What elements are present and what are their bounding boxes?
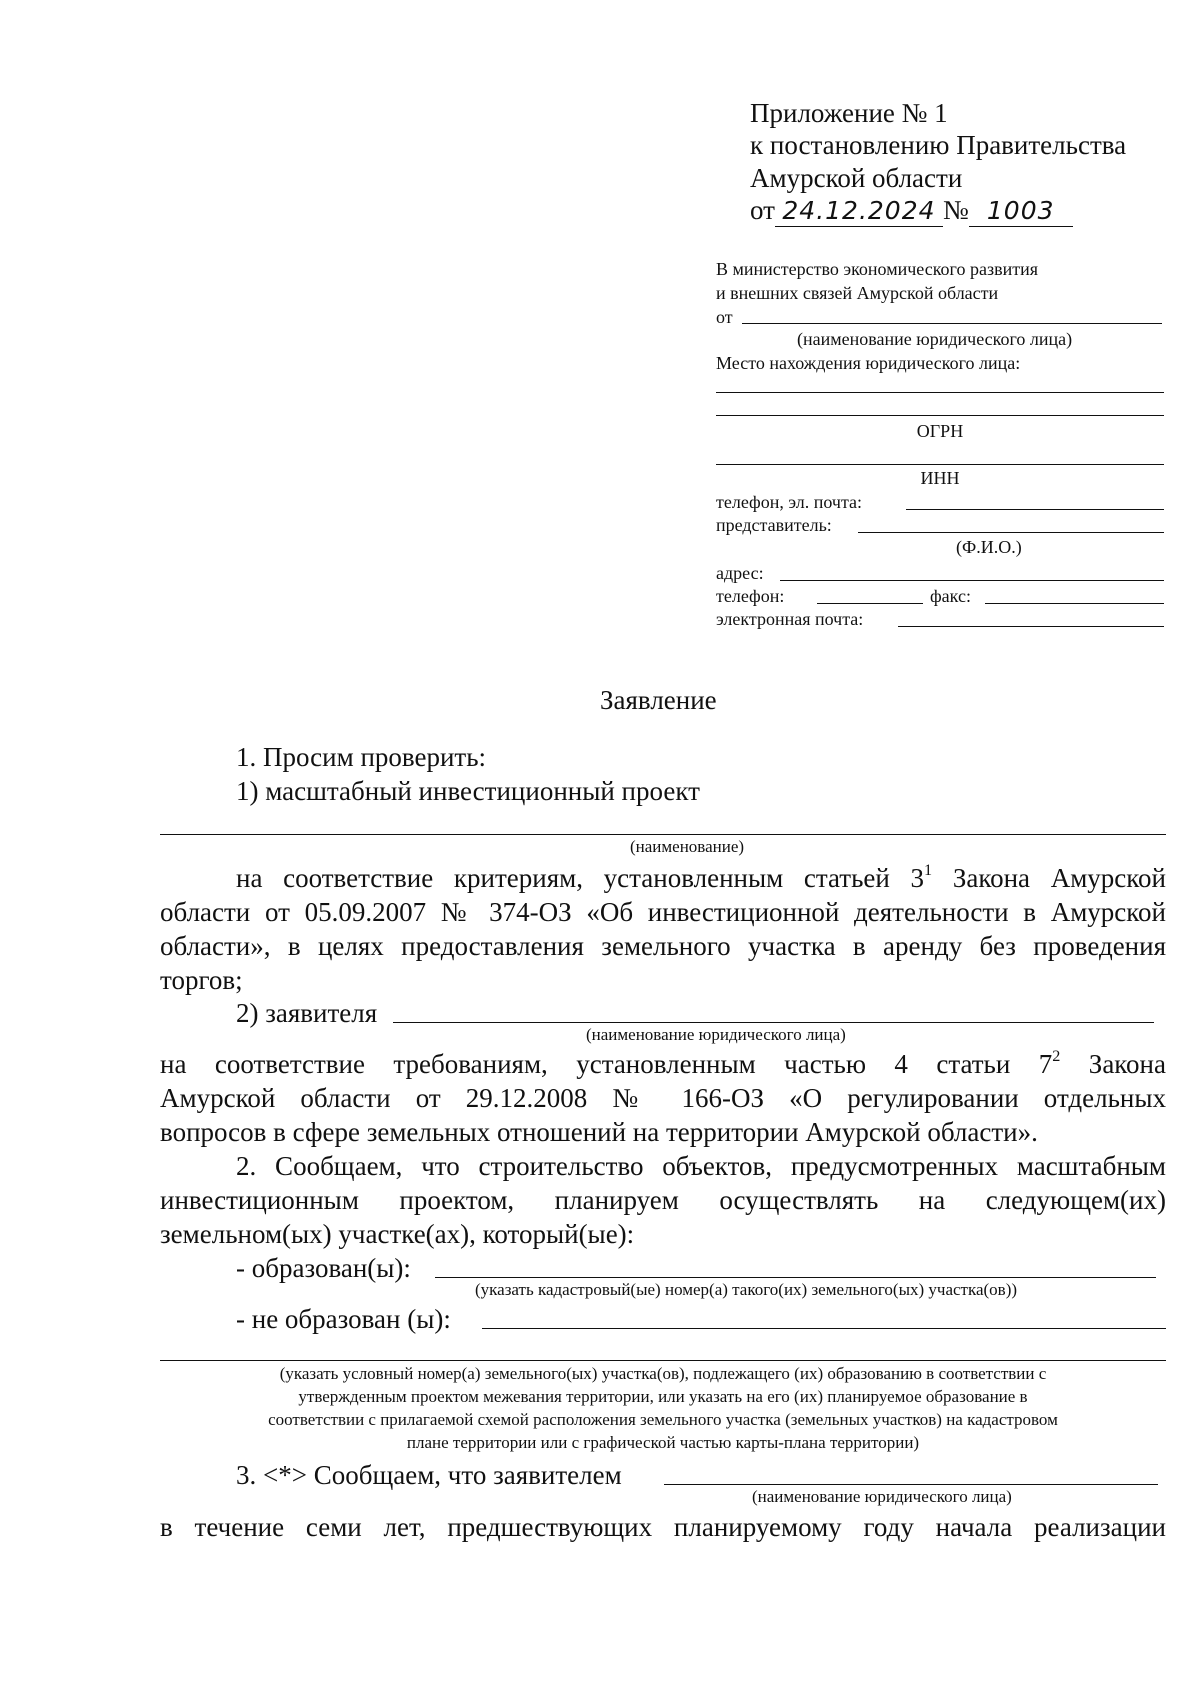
section-3-last-line: в течение семи лет, предшествующих планируемому году начала реализации — [160, 1512, 1166, 1542]
section-3-caption: (наименование юридического лица) — [752, 1487, 1012, 1506]
criteria-text-b: Закона Амурской — [952, 863, 1166, 893]
appendix-line-1: Приложение № 1 — [750, 98, 948, 128]
address-field[interactable] — [780, 580, 1164, 581]
email-field[interactable] — [898, 626, 1164, 627]
not-formed-caption-3: соответствии с прилагаемой схемой расположения земельного участка (земельных участков) на кадастровом — [268, 1410, 1058, 1429]
applicant-name-caption: (наименование юридического лица) — [586, 1025, 846, 1044]
criteria-superscript: 1 — [924, 860, 933, 879]
from-field[interactable] — [742, 323, 1162, 324]
section-1-item-2: 2) заявителя — [236, 998, 378, 1028]
not-formed-caption-4: плане территории или с графической частью карты-плана территории) — [406, 1433, 920, 1452]
addressee-line-2: и внешних связей Амурской области — [716, 283, 999, 303]
project-name-caption: (наименование) — [630, 837, 745, 856]
applicant-name-field[interactable] — [393, 1022, 1154, 1023]
requirements-text-b: Закона — [1088, 1049, 1166, 1079]
not-formed-caption-1: (указать условный номер(а) земельного(ых) участка(ов), подлежащего (их) образованию в соответствии с — [279, 1364, 1047, 1383]
not-formed-field[interactable] — [482, 1328, 1166, 1329]
not-formed-label: - не образован (ы): — [236, 1304, 451, 1334]
project-name-field[interactable] — [160, 834, 1166, 835]
section-2-line-2: инвестиционным проектом, планируем осуществлять на следующем(их) — [160, 1185, 1166, 1215]
requirements-text-a: на соответствие требованиям, установленным частью 4 статьи 7 — [160, 1049, 1053, 1079]
criteria-line-2: области от 05.09.2007 № 374-ОЗ «Об инвестиционной деятельности в Амурской — [160, 897, 1166, 927]
number-sign: № — [942, 195, 969, 225]
appendix-line-2: к постановлению Правительства — [750, 130, 1127, 160]
location-field-1[interactable] — [716, 392, 1164, 393]
criteria-line-3: области», в целях предоставления земельного участка в аренду без проведения — [160, 931, 1166, 961]
ogrn-field[interactable] — [716, 464, 1164, 465]
section-1-item-1: 1) масштабный инвестиционный проект — [236, 776, 700, 806]
legal-entity-caption: (наименование юридического лица) — [797, 329, 1073, 349]
fax-field[interactable] — [985, 603, 1164, 604]
requirements-line-1 — [160, 1047, 1166, 1081]
criteria-line-1 — [236, 861, 1166, 895]
phone-email-field[interactable] — [906, 509, 1164, 510]
section-2-line-3: земельном(ых) участке(ах), который(ые): — [160, 1219, 635, 1249]
document-title: Заявление — [600, 685, 717, 715]
criteria-text-a: на соответствие критериям, установленным статьей 3 — [236, 863, 925, 893]
appendix-line-3: Амурской области — [750, 163, 963, 193]
address-label: адрес: — [716, 563, 764, 583]
section-1-heading: 1. Просим проверить: — [236, 742, 487, 772]
phone-label: телефон: — [716, 586, 785, 606]
addressee-line-1: В министерство экономического развития — [716, 259, 1038, 279]
appendix-date-line — [750, 193, 1073, 227]
fax-label: факс: — [930, 586, 971, 606]
handwritten-number: 1003 — [969, 196, 1073, 227]
criteria-line-4: торгов; — [160, 965, 243, 995]
section-3-applicant-field[interactable] — [664, 1484, 1158, 1485]
phone-field[interactable] — [817, 603, 923, 604]
requirements-superscript: 2 — [1052, 1046, 1061, 1065]
handwritten-date: 24.12.2024 — [775, 196, 943, 227]
location-label: Место нахождения юридического лица: — [716, 353, 1021, 373]
formed-field[interactable] — [435, 1277, 1156, 1278]
not-formed-field-2[interactable] — [160, 1360, 1166, 1361]
fio-caption: (Ф.И.О.) — [956, 537, 1022, 557]
requirements-line-3: вопросов в сфере земельных отношений на территории Амурской области». — [160, 1117, 1038, 1147]
location-field-2[interactable] — [716, 415, 1164, 416]
representative-label: представитель: — [716, 515, 832, 535]
inn-label: ИНН — [920, 468, 960, 488]
formed-label: - образован(ы): — [236, 1253, 411, 1283]
date-prefix: от — [750, 195, 775, 225]
from-label: от — [716, 307, 733, 327]
representative-field[interactable] — [858, 532, 1164, 533]
section-2-line-1: 2. Сообщаем, что строительство объектов, предусмотренных масштабным — [236, 1151, 1166, 1181]
not-formed-caption-2: утвержденным проектом межевания территории, или указать на его (их) планируемое образование в — [298, 1387, 1028, 1406]
phone-email-label: телефон, эл. почта: — [716, 492, 863, 512]
email-label: электронная почта: — [716, 609, 864, 629]
requirements-line-2: Амурской области от 29.12.2008 № 166-ОЗ «О регулировании отдельных — [160, 1083, 1166, 1113]
ogrn-label: ОГРН — [916, 421, 964, 441]
section-3-line: 3. <*> Сообщаем, что заявителем — [236, 1460, 622, 1490]
formed-caption: (указать кадастровый(ые) номер(а) такого(их) земельного(ых) участка(ов)) — [475, 1280, 1018, 1299]
